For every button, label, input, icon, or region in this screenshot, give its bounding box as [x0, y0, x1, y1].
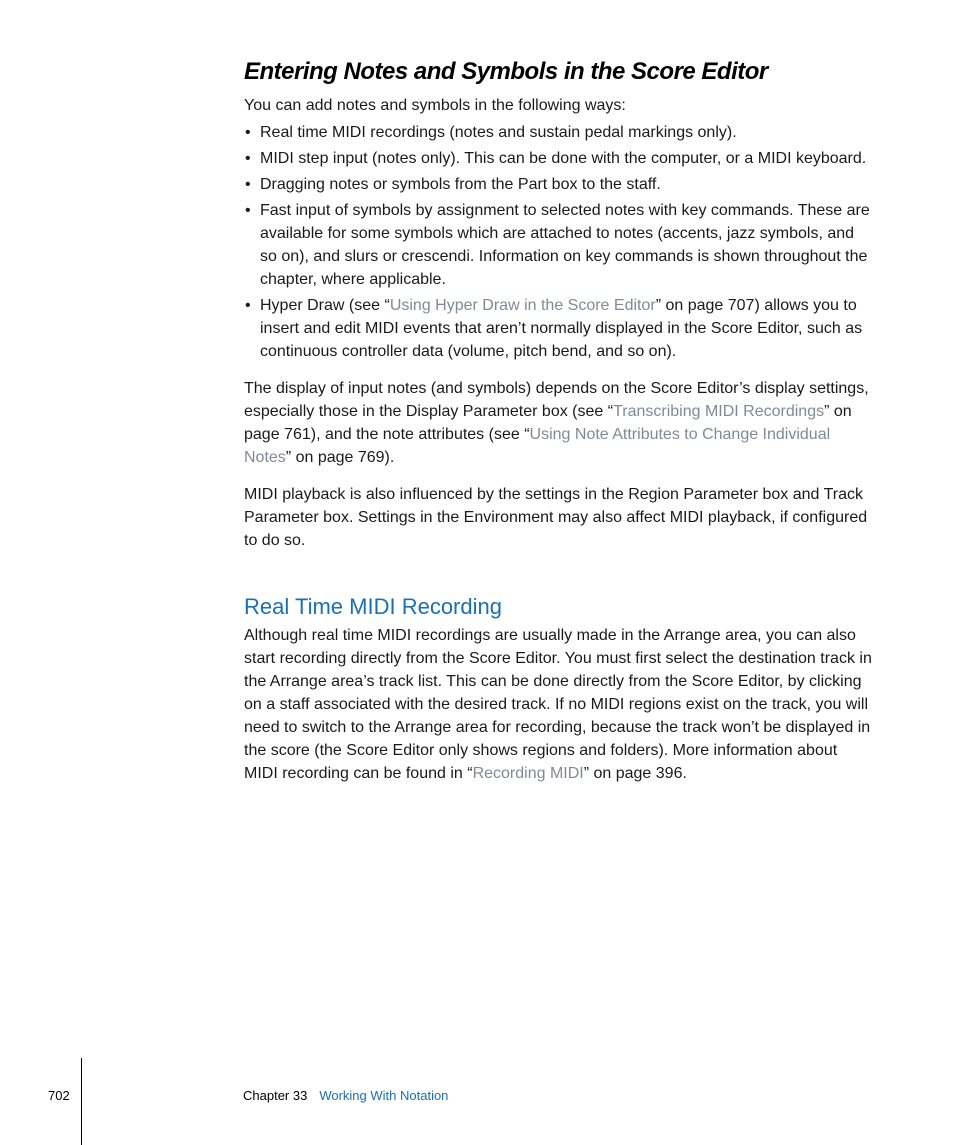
intro-paragraph: You can add notes and symbols in the following ways:	[244, 97, 626, 114]
page-content	[244, 56, 874, 785]
paragraph-text: The display of input notes (and symbols) depends on the Score Editor’s display settings, especially those in the Display Parameter box (see “	[244, 380, 869, 420]
list-item-text: ” on page 707) allows you to insert and edit MIDI events that aren’t normally displayed in the Score Editor, such as continuous controller data (volume, pitch bend, and so on).	[260, 297, 863, 360]
subsection-heading: Real Time MIDI Recording	[244, 594, 502, 619]
bullet-icon: •	[245, 202, 251, 219]
paragraph-text: ” on page 396.	[583, 765, 687, 782]
input-methods-list	[244, 121, 874, 363]
page-number: 702	[48, 1088, 70, 1103]
list-item-text: Fast input of symbols by assignment to selected notes with key commands. These are available for some symbols which are attached to notes (accents, jazz symbols, and so on), and slurs or crescendi. Information on key commands is shown throughout the chapter, where applicable.	[260, 202, 870, 288]
footer-divider	[81, 1058, 82, 1145]
list-item	[244, 147, 874, 170]
display-paragraph	[244, 377, 874, 469]
chapter-label: Chapter 33	[243, 1088, 308, 1103]
list-item	[244, 199, 874, 291]
bullet-icon: •	[245, 150, 251, 167]
chapter-title-link[interactable]: Working With Notation	[319, 1088, 449, 1103]
list-item-text: Hyper Draw (see “	[260, 297, 390, 314]
list-item-text: Real time MIDI recordings (notes and sustain pedal markings only).	[260, 124, 737, 141]
note-attributes-link[interactable]: Using Note Attributes to Change Individual Notes	[244, 426, 831, 466]
bullet-icon: •	[245, 176, 251, 193]
recording-midi-link[interactable]: Recording MIDI	[472, 765, 584, 782]
list-item-text: Dragging notes or symbols from the Part box to the staff.	[260, 176, 661, 193]
hyper-draw-link[interactable]: Using Hyper Draw in the Score Editor	[389, 297, 656, 314]
paragraph-text: ” on page 769).	[285, 449, 395, 466]
footer-chapter	[243, 1088, 448, 1103]
list-item	[244, 173, 874, 196]
list-item	[244, 121, 874, 144]
transcribing-link[interactable]: Transcribing MIDI Recordings	[613, 403, 825, 420]
paragraph-text: Although real time MIDI recordings are usually made in the Arrange area, you can also start recording directly from the Score Editor. You must first select the destination track in the Arrange area’s track list. This can be done directly from the Score Editor, by clicking on a staff associated with the desired track. If no MIDI regions exist on the track, you will need to switch to the Arrange area for recording, because the track won’t be displayed in the score (the Score Editor only shows regions and folders). More information about MIDI recording can be found in “	[244, 627, 872, 782]
list-item	[244, 294, 874, 363]
bullet-icon: •	[245, 124, 251, 141]
paragraph-text: ” on page 761), and the note attributes (see “	[244, 403, 852, 443]
list-item-text: MIDI step input (notes only). This can be done with the computer, or a MIDI keyboard.	[260, 150, 867, 167]
bullet-icon: •	[245, 297, 251, 314]
recording-paragraph	[244, 624, 874, 785]
playback-paragraph: MIDI playback is also influenced by the settings in the Region Parameter box and Track Parameter box. Settings in the Environment may also affect MIDI playback, if configured to do so.	[244, 486, 868, 549]
section-heading: Entering Notes and Symbols in the Score Editor	[244, 58, 768, 85]
